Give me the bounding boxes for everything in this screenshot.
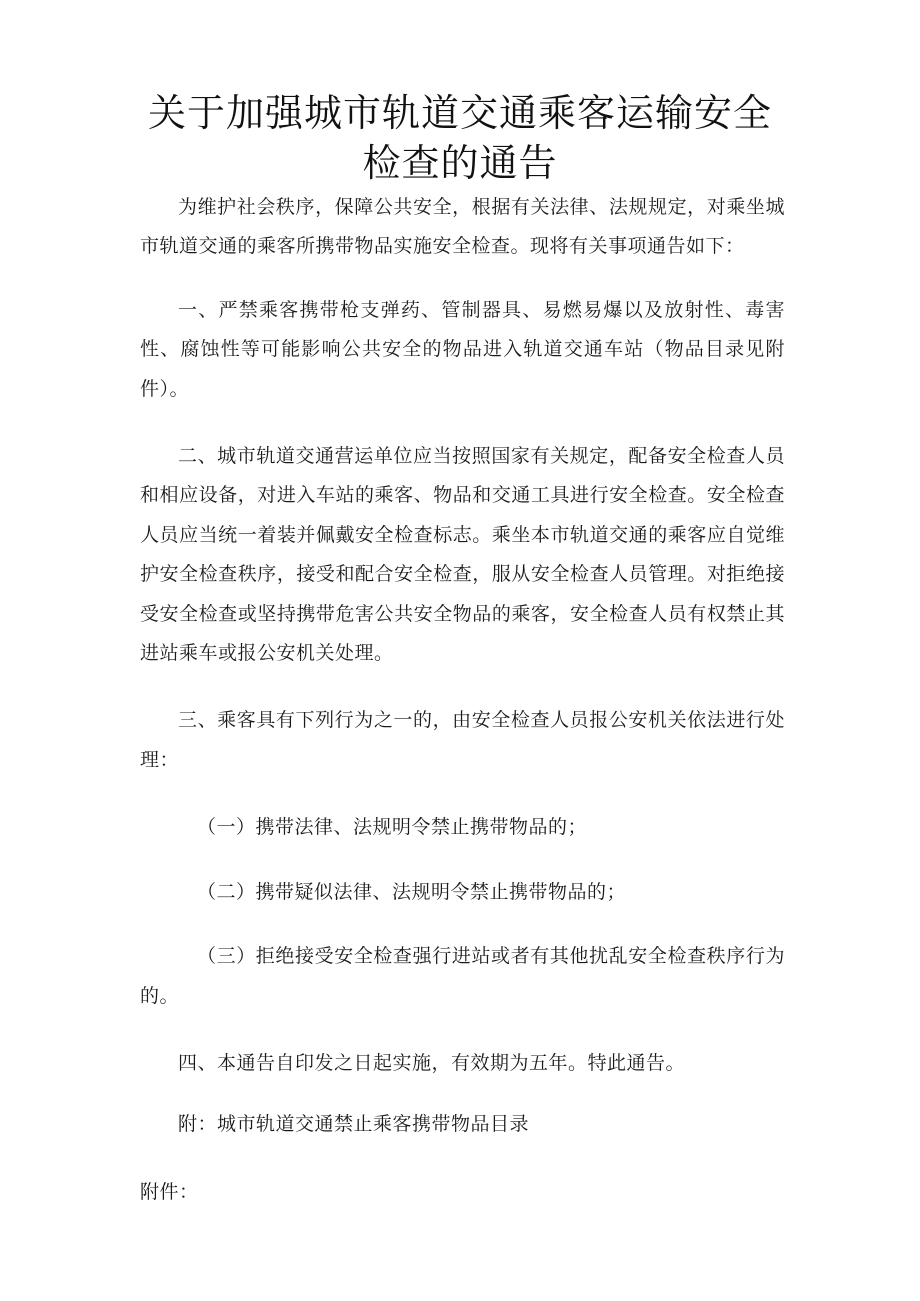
document-title: 关于加强城市轨道交通乘客运输安全检查的通告 xyxy=(147,91,772,185)
sub-item-2: （二）携带疑似法律、法规明令禁止携带物品的； xyxy=(197,880,627,903)
intro-paragraph: 为维护社会秩序，保障公共安全，根据有关法律、法规规定，对乘坐城市轨道交通的乘客所携带物品实施安全检查。现将有关事项通告如下： xyxy=(140,196,785,258)
item-2-paragraph: 二、城市轨道交通营运单位应当按照国家有关规定，配备安全检查人员和相应设备，对进入车站的乘客、物品和交通工具进行安全检查。安全检查人员应当统一着装并佩戴安全检查标志。乘坐本市轨道交通的乘客应自觉维护安全检查秩序，接受和配合安全检查，服从安全检查人员管理。对拒绝接受安全检查或坚持携带危害公共安全物品的乘客，安全检查人员有权禁止其进站乘车或报公安机关处理。 xyxy=(140,445,785,665)
sub-item-3: （三）拒绝接受安全检查强行进站或者有其他扰乱安全检查秩序行为的。 xyxy=(140,945,785,1007)
item-4-paragraph: 四、本通告自印发之日起实施，有效期为五年。特此通告。 xyxy=(178,1051,686,1074)
document-body xyxy=(140,188,785,1212)
attachment-label: 附件： xyxy=(140,1180,199,1203)
item-3-paragraph: 三、乘客具有下列行为之一的，由安全检查人员报公安机关依法进行处理： xyxy=(140,709,785,771)
sub-item-1: （一）携带法律、法规明令禁止携带物品的； xyxy=(197,816,588,839)
attachment-note: 附：城市轨道交通禁止乘客携带物品目录 xyxy=(178,1113,530,1136)
item-1-paragraph: 一、严禁乘客携带枪支弹药、管制器具、易燃易爆以及放射性、毒害性、腐蚀性等可能影响公共安全的物品进入轨道交通车站（物品目录见附件）。 xyxy=(140,298,785,400)
